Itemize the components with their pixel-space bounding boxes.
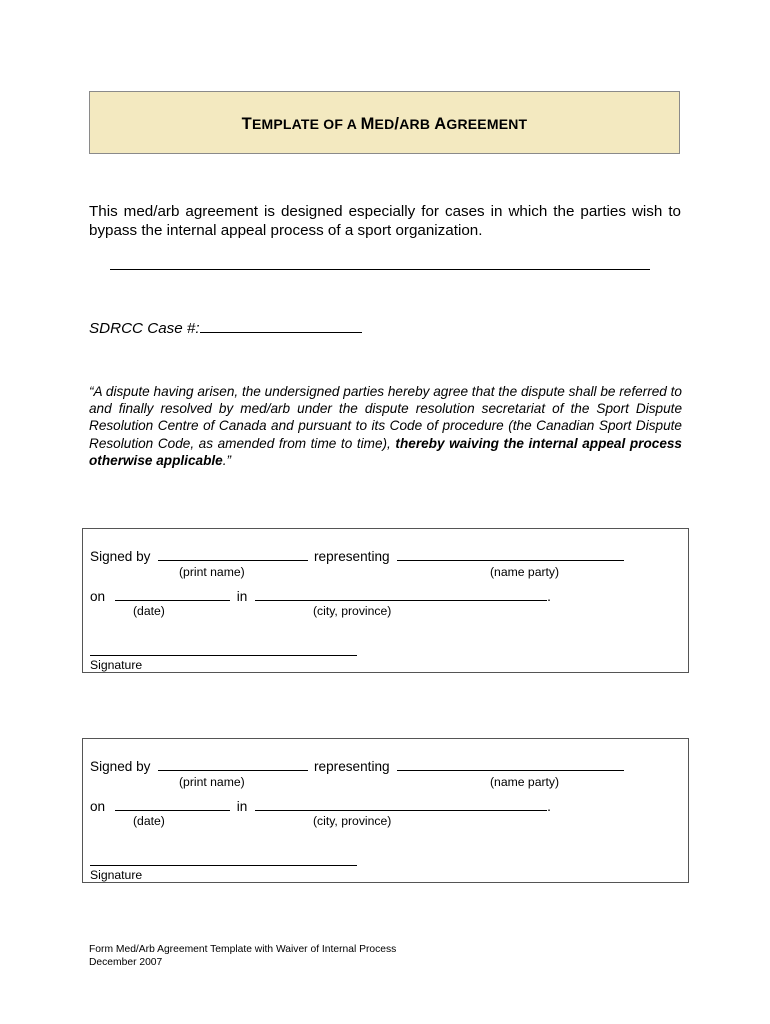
footer-date: December 2007 — [89, 956, 163, 968]
case-label: SDRCC Case #: — [89, 320, 200, 337]
date-caption: (date) — [133, 814, 165, 828]
city-province-caption: (city, province) — [313, 814, 392, 828]
in-label: in — [236, 799, 248, 814]
date-place-row: on in . — [90, 799, 551, 814]
name-party-blank[interactable] — [397, 758, 624, 771]
representing-label: representing — [314, 549, 390, 564]
signed-by-label: Signed by — [90, 549, 151, 564]
print-name-blank[interactable] — [158, 548, 308, 561]
print-name-caption: (print name) — [179, 775, 245, 789]
city-province-blank[interactable] — [255, 588, 547, 601]
signed-by-row — [90, 548, 624, 564]
name-party-caption: (name party) — [490, 775, 560, 789]
waiver-clause-bold: thereby waiving the internal appeal process otherwise applicable — [89, 435, 682, 468]
name-party-caption: (name party) — [490, 565, 560, 579]
signature-caption: Signature — [90, 868, 143, 882]
name-party-blank[interactable] — [397, 548, 624, 561]
document-title: TEMPLATE OF A MED/ARB AGREEMENT — [241, 115, 528, 133]
city-province-caption: (city, province) — [313, 604, 392, 618]
intro-paragraph: This med/arb agreement is designed especially for cases in which the parties wish to bypass the internal appeal process of a sport organization. — [89, 203, 681, 239]
date-caption: (date) — [133, 604, 165, 618]
case-number-blank[interactable] — [200, 318, 362, 333]
on-label: on — [90, 799, 106, 814]
footer — [89, 944, 396, 969]
print-name-blank[interactable] — [158, 758, 308, 771]
signed-by-row — [90, 758, 624, 774]
footer-form-title: Form Med/Arb Agreement Template with Waiver of Internal Process — [89, 944, 397, 955]
signature-block-2 — [82, 738, 689, 883]
signature-line[interactable] — [90, 655, 357, 656]
signed-by-label: Signed by — [90, 759, 151, 774]
date-blank[interactable] — [115, 588, 230, 601]
signature-line[interactable] — [90, 865, 357, 866]
city-province-blank[interactable] — [255, 798, 547, 811]
case-number-field — [89, 318, 362, 337]
representing-label: representing — [314, 759, 390, 774]
title-box — [89, 91, 680, 154]
divider-line — [110, 269, 650, 270]
signature-block-1 — [82, 528, 689, 673]
date-blank[interactable] — [115, 798, 230, 811]
signature-caption: Signature — [90, 658, 143, 672]
print-name-caption: (print name) — [179, 565, 245, 579]
on-label: on — [90, 589, 106, 604]
date-place-row: on in . — [90, 589, 551, 604]
agreement-clause: “A dispute having arisen, the undersigned parties hereby agree that the dispute shall be referred to and finally resolved by med/arb under the dispute resolution secretariat of the Sport Dispute Resolution Centre of Canada and pursuant to its Code of procedure (the Canadian Sport Dispute Resolution Code, as amended from time to time), thereby waiving the internal appeal process otherwise applicable.” — [89, 384, 682, 468]
in-label: in — [236, 589, 248, 604]
